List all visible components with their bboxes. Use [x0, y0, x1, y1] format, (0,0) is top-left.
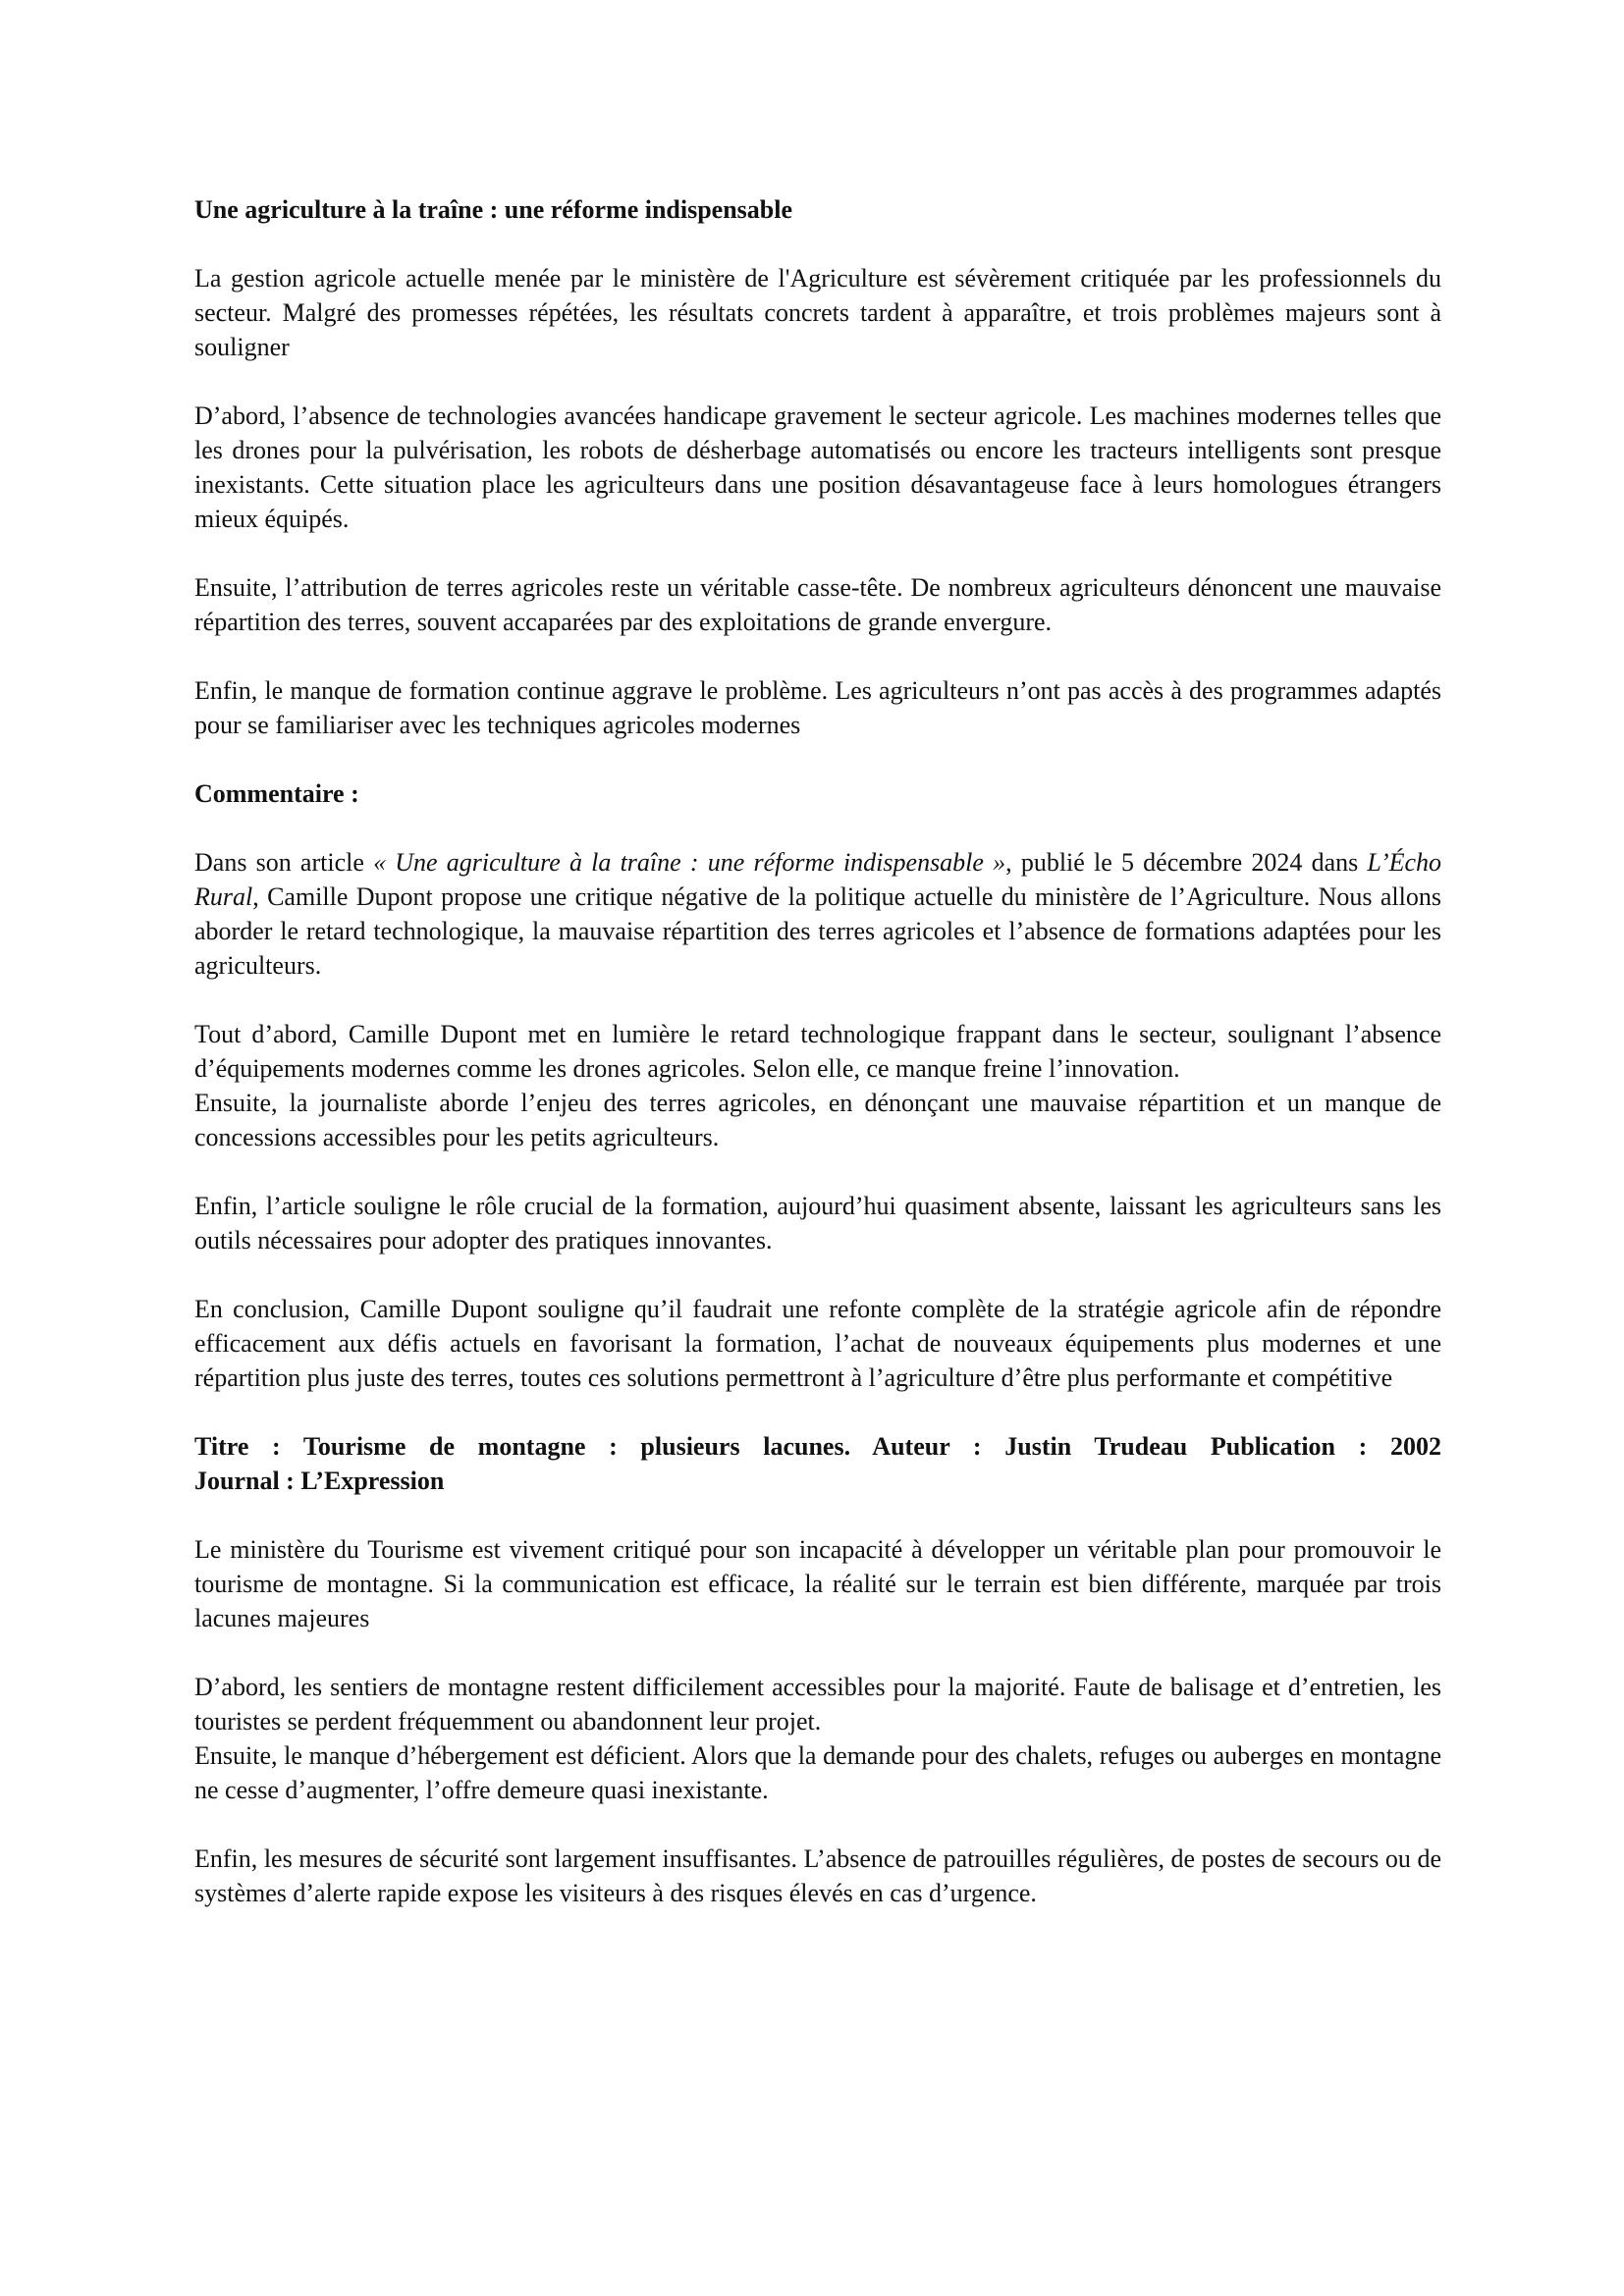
article2-paragraph-safety: Enfin, les mesures de sécurité sont largement insuffisantes. L’absence de patrouilles régulières, de postes de secours ou de systèmes d’alerte rapide expose les visiteurs à des risques élevés en cas d’urgence. [194, 1844, 1441, 1907]
commentary-paragraph-conclusion: En conclusion, Camille Dupont souligne qu’il faudrait une refonte complète de la stratégie agricole afin de répondre efficacement aux défis actuels en favorisant la formation, l’achat de nouveaux équipements plus modernes et une répartition plus juste des terres, toutes ces solutions permettront à l’agriculture d’être plus performante et compétitive [194, 1295, 1441, 1392]
article1-paragraph-intro: La gestion agricole actuelle menée par le ministère de l'Agriculture est sévèrement critiquée par les professionnels du secteur. Malgré des promesses répétées, les résultats concrets tardent à apparaître, et trois problèmes majeurs sont à souligner [194, 264, 1441, 361]
article2-paragraph-lodging: Ensuite, le manque d’hébergement est déficient. Alors que la demande pour des chalets, refuges ou auberges en montagne ne cesse d’augmenter, l’offre demeure quasi inexistante. [194, 1741, 1441, 1804]
commentary-paragraph-land: Ensuite, la journaliste aborde l’enjeu des terres agricoles, en dénonçant une mauvaise répartition et un manque de concessions accessibles pour les petits agriculteurs. [194, 1089, 1441, 1151]
article1-paragraph-technology: D’abord, l’absence de technologies avancées handicape gravement le secteur agricole. Les machines modernes telles que les drones pour la pulvérisation, les robots de désherbage automatisés ou encore les tracteurs intelligents sont presque inexistants. Cette situation place les agriculteurs dans une position désavantageuse face à leurs homologues étrangers mieux équipés. [194, 401, 1441, 533]
article2-paragraph-trails: D’abord, les sentiers de montagne restent difficilement accessibles pour la majorité. Faute de balisage et d’entretien, les touristes se perdent fréquemment ou abandonnent leur projet. [194, 1673, 1441, 1735]
document-page [194, 192, 1441, 1945]
article2-paragraph-intro: Le ministère du Tourisme est vivement critiqué pour son incapacité à développer un véritable plan pour promouvoir le tourisme de montagne. Si la communication est efficace, la réalité sur le terrain est bien différente, marquée par trois lacunes majeures [194, 1535, 1441, 1632]
commentary-paragraph-intro [194, 845, 1441, 983]
commentary-paragraph-training: Enfin, l’article souligne le rôle crucial de la formation, aujourd’hui quasiment absente, laissant les agriculteurs sans les outils nécessaires pour adopter des pratiques innovantes. [194, 1192, 1441, 1255]
commentary-intro-text-b: , publié le 5 décembre 2024 dans [1005, 848, 1368, 877]
article1-title: Une agriculture à la traîne : une réforme indispensable [194, 195, 793, 224]
article1-paragraph-training: Enfin, le manque de formation continue aggrave le problème. Les agriculteurs n’ont pas accès à des programmes adaptés pour se familiariser avec les techniques agricoles modernes [194, 676, 1441, 739]
article2-heading-line1: Titre : Tourisme de montagne : plusieurs lacunes. Auteur : Justin Trudeau Publication : 2002 [194, 1432, 1441, 1461]
article1-paragraph-land: Ensuite, l’attribution de terres agricoles reste un véritable casse-tête. De nombreux agriculteurs dénoncent une mauvaise répartition des terres, souvent accaparées par des exploitations de grande envergure. [194, 573, 1441, 636]
commentary-intro-journal: L’Écho Rural [194, 848, 1441, 911]
article2-heading [194, 1429, 1441, 1498]
commentary-paragraph-technology: Tout d’abord, Camille Dupont met en lumière le retard technologique frappant dans le secteur, soulignant l’absence d’équipements modernes comme les drones agricoles. Selon elle, ce manque freine l’innovation. [194, 1020, 1441, 1083]
commentary-intro-text-a: Dans son article [194, 848, 374, 877]
commentary-intro-article-title: « Une agriculture à la traîne : une réforme indispensable » [373, 848, 1006, 877]
commentary-intro-text-c: , Camille Dupont propose une critique négative de la politique actuelle du ministère de l’Agriculture. Nous allons aborder le retard technologique, la mauvaise répartition des terres agricoles et l’absence de formations adaptées pour les agriculteurs. [194, 882, 1441, 980]
article2-heading-line2: Journal : L’Expression [194, 1467, 445, 1495]
commentary-heading: Commentaire : [194, 779, 359, 808]
